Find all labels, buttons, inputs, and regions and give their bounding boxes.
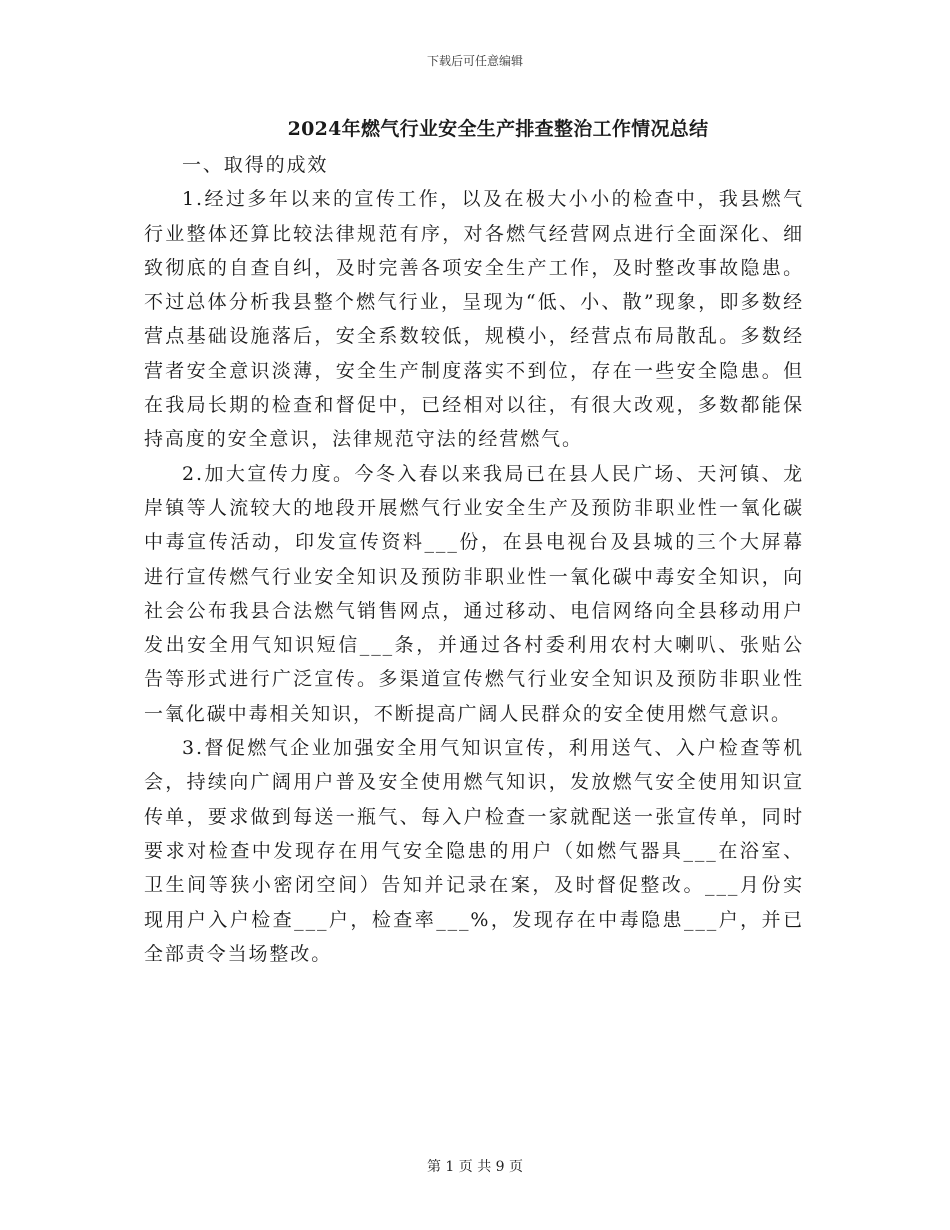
section-heading: 一、取得的成效	[182, 154, 329, 176]
page-header-note: 下载后可任意编辑	[426, 54, 523, 68]
page-number: 第 1 页 共 9 页	[426, 1159, 524, 1175]
document-title: 2024年燃气行业安全生产排查整治工作情况总结	[287, 118, 709, 140]
paragraph-3: 3.督促燃气企业加强安全用气知识宣传，利用送气、入户检查等机会，持续向广阔用户普及安全使用燃气知识，发放燃气安全使用知识宣传单，要求做到每送一瓶气、每入户检查一家就配送一张宣传单，同时要求对检查中发现存在用气安全隐患的用户（如燃气器具___在浴室、卫生间等狭小密闭空间）告知并记录在案，及时督促整改。___月份实现用户入户检查___户，检查率___%，发现存在中毒隐患___户，并已全部责令当场整改。	[144, 737, 804, 965]
document-body	[144, 148, 804, 971]
paragraph-2: 2.加大宣传力度。今冬入春以来我局已在县人民广场、天河镇、龙岸镇等人流较大的地段开展燃气行业安全生产及预防非职业性一氧化碳中毒宣传活动，印发宣传资料___份，在县电视台及县城的三个大屏幕进行宣传燃气行业安全知识及预防非职业性一氧化碳中毒安全知识，向社会公布我县合法燃气销售网点，通过移动、电信网络向全县移动用户发出安全用气知识短信___条，并通过各村委利用农村大喇叭、张贴公告等形式进行广泛宣传。多渠道宣传燃气行业安全知识及预防非职业性一氧化碳中毒相关知识，不断提高广阔人民群众的安全使用燃气意识。	[144, 462, 804, 725]
paragraph-1: 1.经过多年以来的宣传工作，以及在极大小小的检查中，我县燃气行业整体还算比较法律规范有序，对各燃气经营网点进行全面深化、细致彻底的自查自纠，及时完善各项安全生产工作，及时整改事故隐患。不过总体分析我县整个燃气行业，呈现为“低、小、散”现象，即多数经营点基础设施落后，安全系数较低，规模小，经营点布局散乱。多数经营者安全意识淡薄，安全生产制度落实不到位，存在一些安全隐患。但在我局长期的检查和督促中，已经相对以往，有很大改观，多数都能保持高度的安全意识，法律规范守法的经营燃气。	[144, 188, 804, 451]
